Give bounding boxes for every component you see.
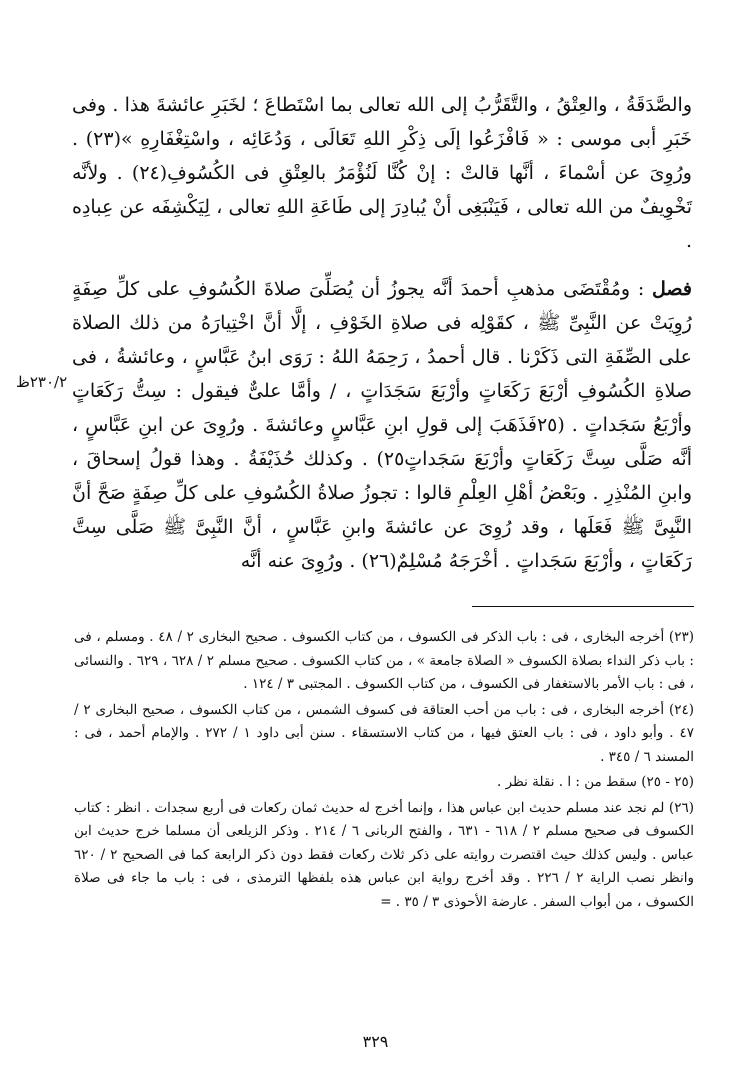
footnote-25: (٢٥ - ٢٥) سقط من : ا . نقلة نظر . <box>497 774 694 790</box>
footnote-24: (٢٤) أخرجه البخارى ، فى : باب من أحب العتاقة فى كسوف الشمس ، من كتاب الكسوف ، صحيح البخارى ٢ / ٤٧ . وأبو داود ، فى : باب العتق فيها ، من كتاب الاستسقاء . سنن أبى داود ١ / ٢٧٢ . والإمام أحمد ، فى : المسند ٦ / ٣٤٥ . <box>74 701 695 765</box>
paragraph-1: والصَّدَقَةُ ، والعِتْقُ ، والتَّقَرُّبُ إلى الله تعالى بما اسْتَطاعَ ؛ لخَبَرِ عائشةَ هذا . وفى خَبَرِ أبى موسى : « فَافْزَعُوا إلَى ذِكْرِ اللهِ تَعَالَى ، وَدُعَائِه ، واسْتِغْفَارِهِ »(٢٣) . ورُوِىَ عن أسْماءَ ، أنَّها قالتْ : إنْ كُنَّا لَنُؤْمَرُ بالعِتْقِ فى الكُسُوفِ(٢٤) . ولأنَّه تَخْوِيفٌ من الله تعالى ، فَيَنْبَغِى أنْ يُبادِرَ إلى طَاعَةِ اللهِ تعالى ، لِيَكْشِفَه عن عِبادِه . <box>72 94 692 252</box>
manuscript-folio-reference: ٢٣٠/٢ظ <box>16 373 68 391</box>
paragraph-2 <box>72 272 692 578</box>
footnote-23: (٢٣) أخرجه البخارى ، فى : باب الذكر فى الكسوف ، من كتاب الكسوف . صحيح البخارى ٢ / ٤٨ . ومسلم ، فى : باب ذكر النداء بصلاة الكسوف « الصلاة جامعة » ، من كتاب الكسوف . صحيح مسلم ٢ / ٦٢٨ ، ٦٢٩ . والنسائى ، فى : باب الأمر بالاستغفار فى الكسوف ، من كتاب الكسوف . المجتبى ٣ / ١٢٤ . <box>74 629 694 692</box>
section-heading: فصل <box>652 278 692 300</box>
main-text <box>72 88 692 586</box>
page-number: ٣٢٩ <box>362 1032 389 1051</box>
footnotes <box>74 626 694 916</box>
footnote-26: (٢٦) لم نجد عند مسلم حديث ابن عباس هذا ، وإنما أخرج له حديث ثمان ركعات فى أربع سجدات . انظر : كتاب الكسوف فى صحيح مسلم ٢ / ٦١٨ - ٦٣١ ، والفتح الربانى ٦ / ٢١٤ . وذكر الزيلعى أن مسلما خرج حديث ابن عباس . وليس كذلك حيث اقتصرت روايته على ذكر ثلاث ركعات فقط دون ذكر الرابعة كما فى الصحيح ٢ / ٦٢٠ وانظر نصب الراية ٢ / ٢٢٦ . وقد أخرج رواية ابن عباس هذه بلفظها الترمذى ، فى : باب ما جاء فى صلاة الكسوف ، من أبواب السفر . عارضة الأحوذى ٣ / ٣٥ . = <box>74 799 694 910</box>
footnote-separator <box>472 606 694 607</box>
paragraph-2-text: : ومُقْتَضَى مذهبِ أحمدَ أنَّه يجوزُ أن يُصَلِّىَ صلاةَ الكُسُوفِ على كلِّ صِفَةٍ رُوِيَتْ عن النَّبِىِّ ﷺ ، كقَوْلِه فى صلاةِ الخَوْفِ ، إلَّا أنَّ اخْتِيارَهُ من ذلك الصلاة على الصِّفَةِ التى ذَكَرْنا . قال أحمدُ ، رَحِمَهُ اللهُ : رَوَى ابنُ عَبَّاسٍ ، وعائشةُ ، فى صلاةِ الكُسُوفِ أرْبَعَ رَكَعَاتٍ وأرْبَعَ سَجَدَاتٍ ، / وأمَّا علىٌّ فيقول : سِتُّ رَكَعَاتٍ وأرْبَعُ سَجَداتٍ . (٢٥فَذَهَبَ إلى قولِ ابنِ عَبَّاسٍ وعائشةَ . ورُوِىَ عن ابنِ عَبَّاسٍ ، أنَّه صَلَّى سِتَّ رَكَعَاتٍ وأرْبَعَ سَجَداتٍ٢٥) . وكذلك حُذَيْفَةُ . وهذا قولُ إسحاقَ ، وابنِ المُنْذِرِ . وبَعْضُ أهْلِ العِلْمِ قالوا : تجوزُ صلاةُ الكُسُوفِ على كلِّ صِفَةٍ صَحَّ أنَّ النَّبِىَّ ﷺ فَعَلَها ، وقد رُوِىَ عن عائشةَ وابنِ عَبَّاسٍ ، أنَّ النَّبِىَّ ﷺ صَلَّى سِتَّ رَكَعَاتٍ ، وأرْبَعَ سَجَداتٍ . أخْرَجَهُ مُسْلِمٌ(٢٦) . ورُوِىَ عنه أنَّه <box>72 278 692 572</box>
